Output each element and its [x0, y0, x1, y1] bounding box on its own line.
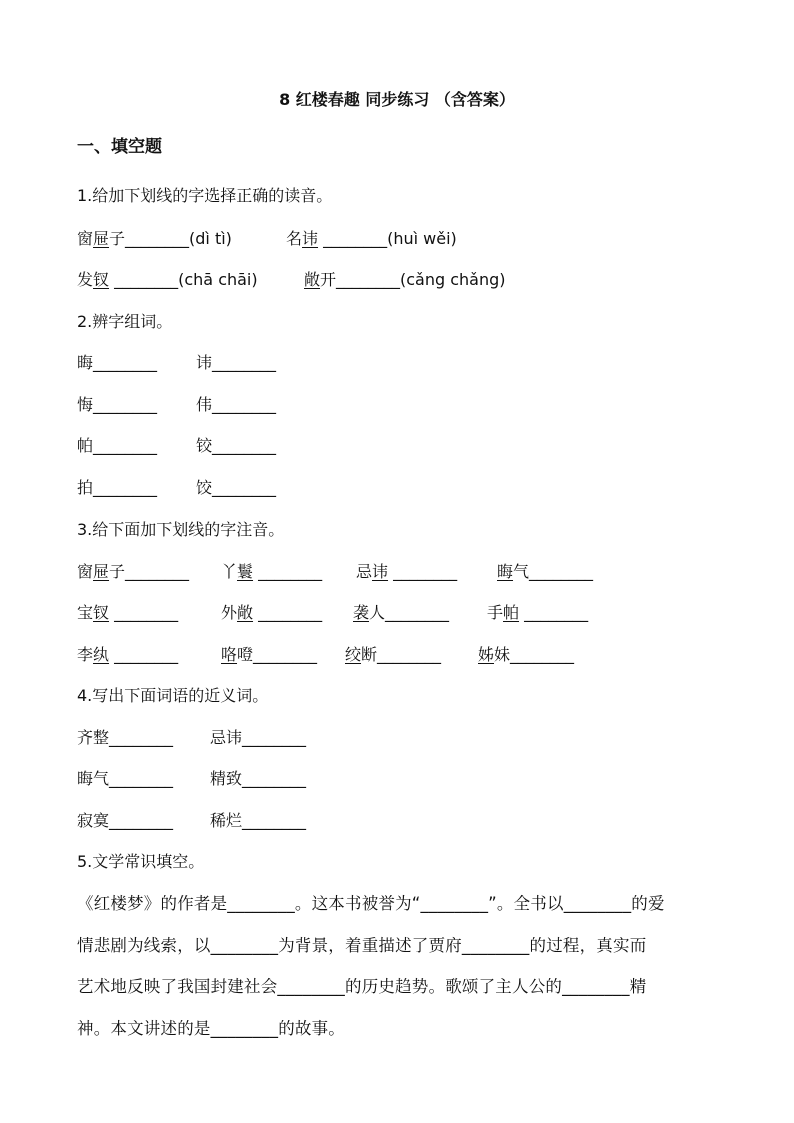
q3-item-post: ________ — [253, 603, 323, 622]
q1-item-underlined: 讳 — [302, 229, 319, 248]
q3-item-underlined: 屉 — [93, 562, 110, 581]
q2-word: 伟________ — [196, 395, 277, 414]
q5-line: 神。本文讲述的是________的故事。 — [77, 1018, 345, 1038]
q1-item-pre: 发 — [77, 270, 94, 289]
q3-item-pre: 李 — [77, 645, 94, 664]
q3-item — [77, 645, 178, 665]
q3-item-underlined: 咯 — [221, 645, 238, 664]
q3-item-underlined: 鬟 — [237, 562, 254, 581]
q1-item-pre: 名 — [286, 229, 303, 248]
q3-item-underlined: 姊 — [478, 645, 495, 664]
q3-item-pre: 宝 — [77, 603, 94, 622]
q3-item-post: 子________ — [109, 562, 190, 581]
q3-item — [356, 562, 457, 582]
q3-item — [345, 645, 441, 665]
q3-item-post: ________ — [109, 603, 179, 622]
q3-item — [77, 603, 178, 623]
q3-item-underlined: 敞 — [237, 603, 254, 622]
q1-item-post: ________(huì wěi) — [318, 229, 457, 248]
question-2-prompt: 2.辨字组词。 — [77, 312, 173, 331]
question-1-prompt: 1.给加下划线的字选择正确的读音。 — [77, 186, 333, 205]
q2-word: 铰________ — [196, 436, 277, 455]
q3-item-pre: 窗 — [77, 562, 94, 581]
q1-item-post: 子________(dì tì) — [109, 229, 232, 248]
q3-item — [497, 562, 593, 582]
question-3-prompt: 3.给下面加下划线的字注音。 — [77, 520, 285, 539]
q1-item — [77, 229, 232, 249]
q2-word: 帕________ — [77, 436, 158, 455]
question-5-prompt: 5.文学常识填空。 — [77, 852, 205, 871]
q1-item — [77, 270, 258, 290]
q3-item — [221, 603, 322, 623]
q3-item-pre: 丫 — [221, 562, 238, 581]
q3-item-post: 妹________ — [494, 645, 575, 664]
q3-item-pre: 忌 — [356, 562, 373, 581]
q1-item — [286, 229, 457, 249]
q4-word: 精致________ — [210, 769, 307, 788]
q5-line: 《红楼梦》的作者是________。这本书被誉为“________”。全书以________的爱 — [77, 894, 665, 913]
q3-item-pre: 手 — [487, 603, 504, 622]
q2-word: 饺________ — [196, 478, 277, 497]
q5-line: 艺术地反映了我国封建社会________的历史趋势。歌颂了主人公的________精 — [77, 977, 647, 996]
q2-word: 晦________ — [77, 353, 158, 372]
q3-item-post: 人________ — [369, 603, 450, 622]
q1-item-underlined: 屉 — [93, 229, 110, 248]
q3-item-post: ________ — [109, 645, 179, 664]
q3-item-underlined: 绞 — [345, 645, 362, 664]
q4-word: 稀烂________ — [210, 811, 307, 830]
q3-item — [221, 562, 322, 582]
q1-item-pre: 窗 — [77, 229, 94, 248]
document-title: 8 红楼春趣 同步练习 （含答案） — [279, 90, 515, 109]
q3-item-underlined: 讳 — [372, 562, 389, 581]
q5-paragraph — [77, 883, 722, 1049]
q3-item-underlined: 袭 — [353, 603, 370, 622]
q5-line: 情悲剧为线索，以________为背景，着重描述了贾府________的过程，真实而 — [77, 935, 647, 955]
q3-item-post: 噔________ — [237, 645, 318, 664]
question-4-prompt: 4.写出下面词语的近义词。 — [77, 686, 269, 705]
q3-item — [353, 603, 449, 623]
q1-item-post: 开________(cǎng chǎng) — [320, 270, 506, 289]
q3-item-underlined: 纨 — [93, 645, 110, 664]
q2-word: 悔________ — [77, 395, 158, 414]
q3-item-post: ________ — [388, 562, 458, 581]
q4-word: 忌讳________ — [210, 728, 307, 747]
q2-word: 讳________ — [196, 353, 277, 372]
q4-word: 晦气________ — [77, 769, 174, 788]
q2-word: 拍________ — [77, 478, 158, 497]
q3-item — [487, 603, 588, 623]
section-heading: 一、填空题 — [77, 137, 162, 157]
q4-word: 寂寞________ — [77, 811, 174, 830]
q3-item-underlined: 帕 — [503, 603, 520, 622]
q1-item-post: ________(chā chāi) — [109, 270, 258, 289]
q3-item — [478, 645, 574, 665]
q3-item — [77, 562, 189, 582]
q3-item-post: ________ — [519, 603, 589, 622]
q1-item-underlined: 钗 — [93, 270, 110, 289]
q3-item-post: 断________ — [361, 645, 442, 664]
q1-item-underlined: 敞 — [304, 270, 321, 289]
q3-item-underlined: 晦 — [497, 562, 514, 581]
q1-item — [304, 270, 506, 290]
q3-item-post: ________ — [253, 562, 323, 581]
q4-word: 齐整________ — [77, 728, 174, 747]
q3-item-pre: 外 — [221, 603, 238, 622]
q3-item-underlined: 钗 — [93, 603, 110, 622]
q3-item — [221, 645, 317, 665]
q3-item-post: 气________ — [513, 562, 594, 581]
